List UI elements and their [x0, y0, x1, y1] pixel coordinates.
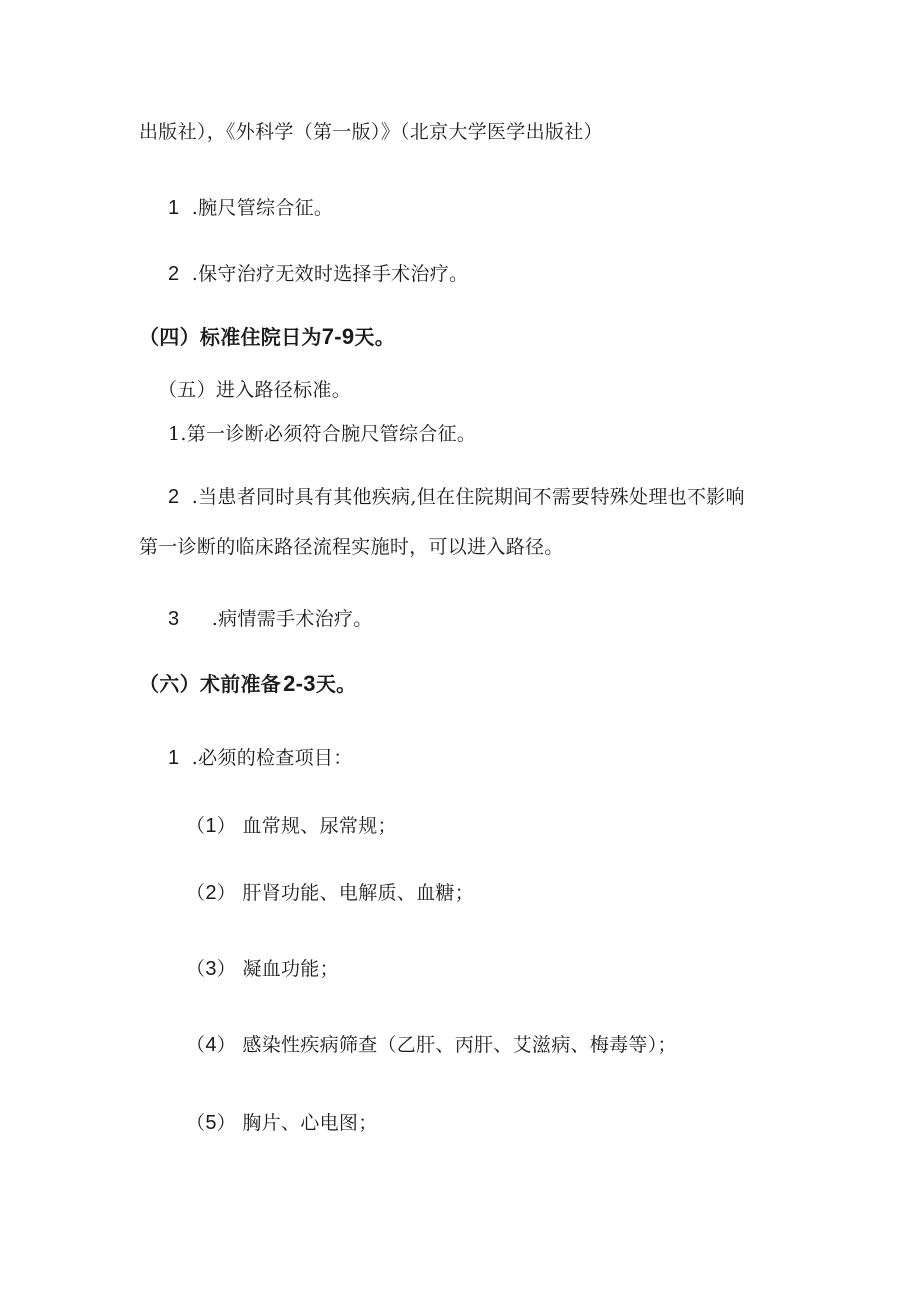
check-item-number: 3	[205, 958, 217, 980]
item-text: .病情需手术治疗。	[211, 608, 373, 630]
check-item-2: （2） 肝肾功能、电解质、血糖；	[186, 882, 475, 904]
item-number: 2	[168, 486, 180, 508]
check-item-text: 胸片、心电图；	[242, 1112, 378, 1134]
item-number: 2	[168, 263, 180, 285]
item-text: .腕尺管综合征。	[191, 197, 334, 219]
section-5-text: （五）进入路径标准。	[158, 379, 352, 401]
section-5-heading	[158, 377, 351, 403]
section-4-prefix: （四）标准住院日为	[139, 325, 322, 349]
section-4-heading	[139, 324, 395, 350]
reference-line	[139, 119, 603, 145]
s5-item-1	[168, 421, 476, 447]
check-item-number: 2	[205, 882, 217, 904]
item-1	[168, 195, 333, 221]
s5-item-2-continuation	[139, 534, 564, 560]
check-item-text: 感染性疾病筛查（乙肝、丙肝、艾滋病、梅毒等）；	[242, 1034, 677, 1056]
s6-item-1	[168, 745, 353, 771]
item-text: .必须的检查项目：	[191, 747, 353, 769]
check-item-1: （1） 血常规、尿常规；	[186, 815, 397, 837]
check-item-5: （5） 胸片、心电图；	[186, 1112, 378, 1134]
item-number: 3	[168, 608, 180, 630]
section-4-suffix: 天。	[354, 325, 396, 349]
check-item-text: 肝肾功能、电解质、血糖；	[242, 882, 475, 904]
item-number: 1	[168, 747, 180, 769]
s5-item-2	[168, 484, 745, 510]
item-text: .当患者同时具有其他疾病,但在住院期间不需要特殊处理也不影响	[191, 486, 745, 508]
check-item-4: （4） 感染性疾病筛查（乙肝、丙肝、艾滋病、梅毒等）；	[186, 1034, 677, 1056]
item-text: 1.第一诊断必须符合腕尺管综合征。	[168, 423, 477, 445]
check-item-3: （3） 凝血功能；	[186, 958, 339, 980]
section-6-prefix: （六）术前准备	[139, 672, 282, 696]
check-item-number: 5	[205, 1112, 217, 1134]
s5-item-3	[168, 606, 373, 632]
section-6-days: 2-3	[283, 671, 316, 696]
item-text: .保守治疗无效时选择手术治疗。	[191, 263, 469, 285]
check-item-number: 1	[205, 815, 217, 837]
item-text: 第一诊断的临床路径流程实施时，可以进入路径。	[139, 536, 564, 558]
check-item-text: 血常规、尿常规；	[242, 815, 397, 837]
item-2	[168, 261, 468, 287]
item-number: 1	[168, 197, 180, 219]
check-item-text: 凝血功能；	[242, 958, 339, 980]
section-6-suffix: 天。	[315, 672, 357, 696]
check-item-number: 4	[205, 1034, 217, 1056]
section-6-heading	[139, 671, 356, 697]
section-4-days: 7-9	[321, 324, 355, 349]
reference-text: 出版社），《外科学（第一版）》（北京大学医学出版社）	[139, 121, 603, 143]
